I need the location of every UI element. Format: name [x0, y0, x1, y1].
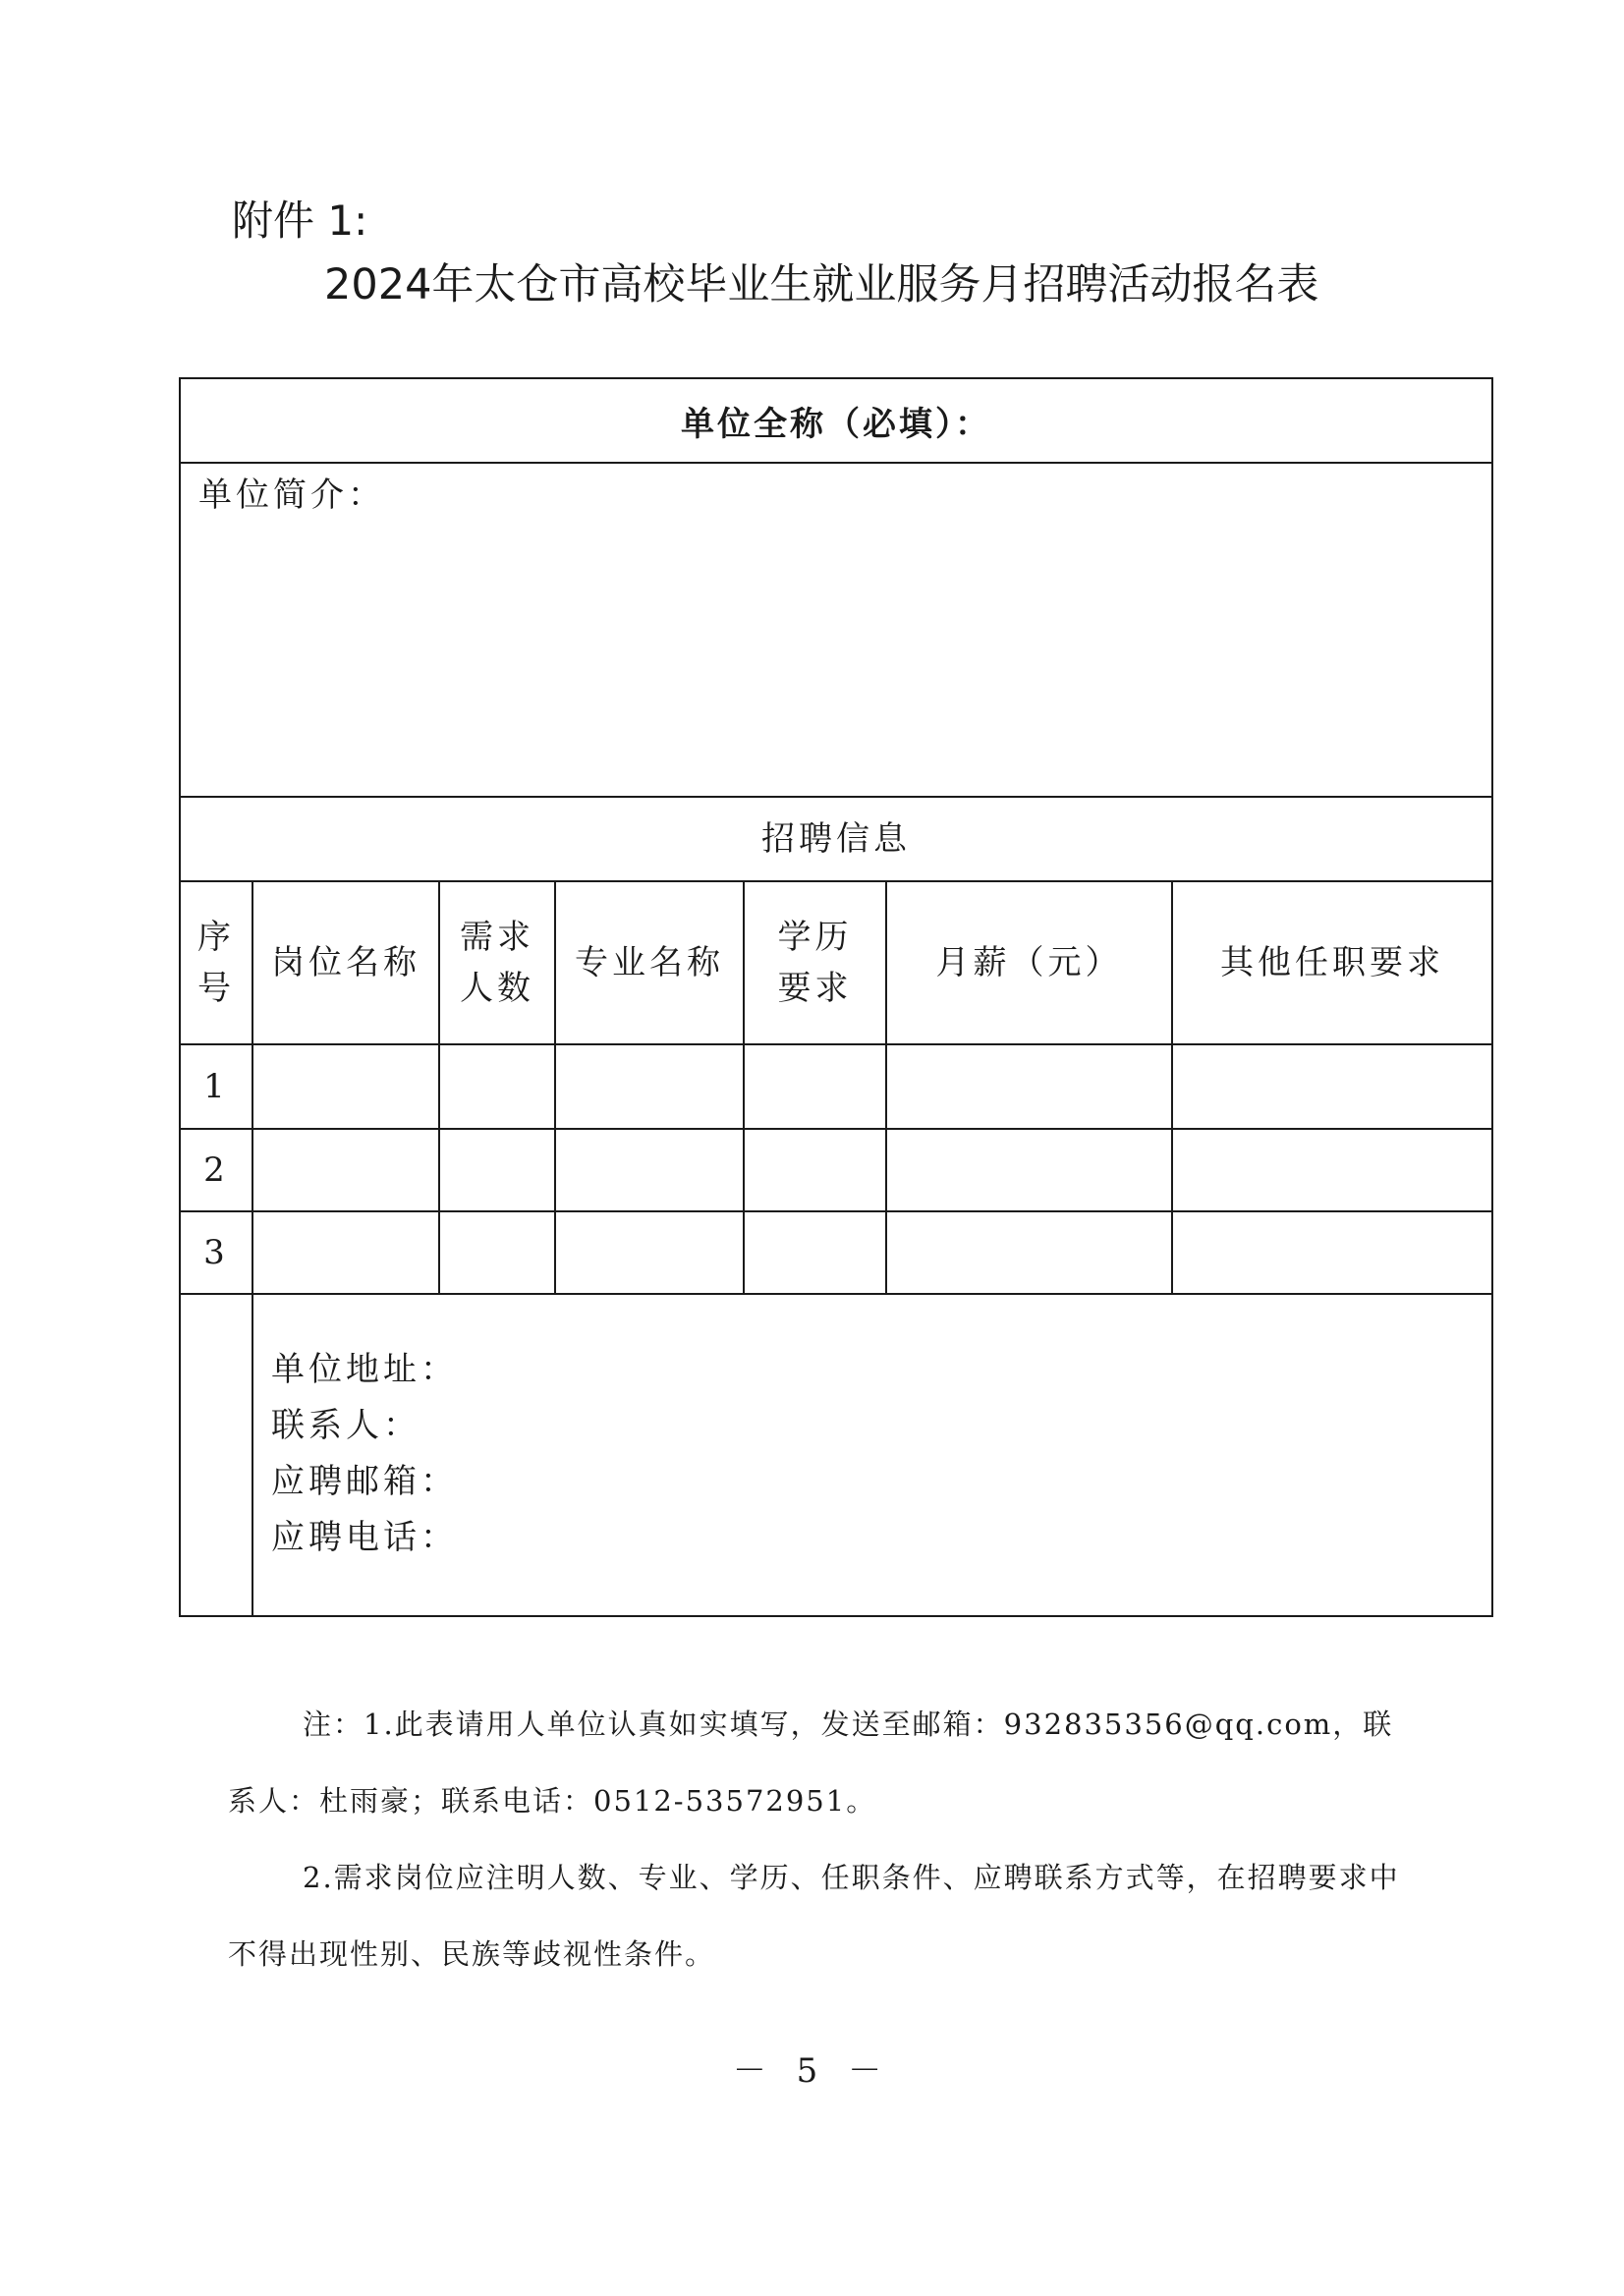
header-other-requirements: 其他任职要求	[1220, 943, 1444, 982]
notes-section	[228, 1686, 1422, 1992]
row-index: 2	[203, 1150, 229, 1190]
row-index: 3	[203, 1233, 229, 1272]
row-divider	[181, 1293, 1491, 1295]
address-label: 单位地址：	[271, 1350, 458, 1389]
company-full-name-label: 单位全称（必填）：	[681, 404, 991, 444]
application-email-label: 应聘邮箱：	[271, 1462, 458, 1501]
header-text: 人数	[460, 969, 534, 1008]
header-text: 学历	[777, 918, 853, 957]
application-phone-label: 应聘电话：	[271, 1518, 458, 1557]
registration-form-table	[179, 377, 1493, 1617]
company-intro-label: 单位简介：	[198, 476, 385, 515]
header-position-name: 岗位名称	[271, 943, 420, 982]
note-2: 2.需求岗位应注明人数、专业、学历、任职条件、应聘联系方式等，在招聘要求中不得出现性别、民族等歧视性条件。	[228, 1861, 1400, 1971]
header-text: 号	[197, 969, 235, 1008]
form-title: 2024年太仓市高校毕业生就业服务月招聘活动报名表	[324, 260, 1319, 309]
row-divider	[181, 1210, 1491, 1212]
contact-person-label: 联系人：	[271, 1406, 420, 1445]
contact-info-block	[271, 1342, 458, 1566]
row-divider	[181, 1043, 1491, 1045]
attachment-label: 附件 1:	[232, 196, 368, 245]
header-text: 要求	[777, 969, 853, 1008]
header-index	[181, 882, 252, 1043]
header-text: 序	[197, 918, 235, 957]
page-number: － 5 －	[732, 2051, 892, 2091]
recruitment-section-title: 招聘信息	[761, 819, 911, 859]
row-divider	[181, 462, 1491, 464]
header-education	[745, 882, 885, 1043]
header-monthly-salary: 月薪（元）	[935, 943, 1123, 982]
row-divider	[181, 1128, 1491, 1130]
header-text: 需求	[460, 918, 534, 957]
header-major: 专业名称	[575, 943, 724, 982]
note-1: 注：1.此表请用人单位认真如实填写，发送至邮箱：932835356@qq.com，联系人：杜雨豪；联系电话：0512-53572951。	[228, 1708, 1394, 1818]
header-headcount	[440, 882, 554, 1043]
row-index: 1	[203, 1067, 229, 1106]
